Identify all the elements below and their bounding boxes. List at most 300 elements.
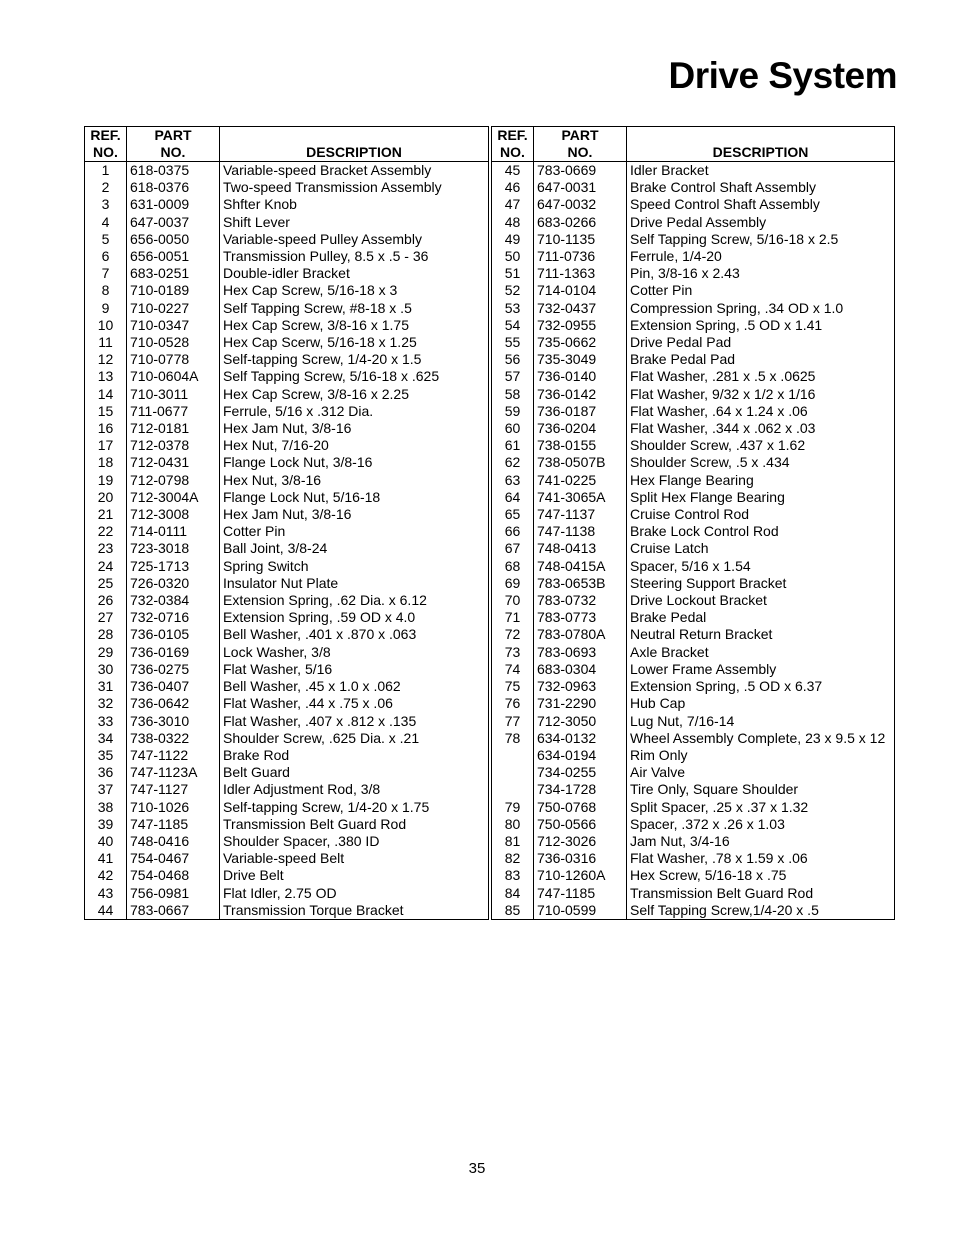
description-cell: Split Hex Flange Bearing xyxy=(627,489,895,506)
ref-no-cell: 37 xyxy=(85,781,127,798)
description-cell: Ferrule, 1/4-20 xyxy=(627,248,895,265)
ref-no-cell: 2 xyxy=(85,179,127,196)
description-cell: Extension Spring, .5 OD x 6.37 xyxy=(627,678,895,695)
ref-no-cell: 10 xyxy=(85,317,127,334)
table-row xyxy=(492,437,895,454)
ref-no-cell: 5 xyxy=(85,231,127,248)
description-cell: Hub Cap xyxy=(627,695,895,712)
ref-no-cell: 71 xyxy=(492,609,534,626)
ref-no-cell: 64 xyxy=(492,489,534,506)
table-row xyxy=(85,609,489,626)
table-row xyxy=(85,437,489,454)
table-row xyxy=(492,179,895,196)
part-no-cell: 711-0677 xyxy=(127,403,220,420)
part-no-cell: 783-0780A xyxy=(534,626,627,643)
description-cell: Flange Lock Nut, 5/16-18 xyxy=(220,489,489,506)
ref-no-cell: 40 xyxy=(85,833,127,850)
ref-no-cell: 79 xyxy=(492,799,534,816)
ref-no-cell: 43 xyxy=(85,885,127,902)
table-row xyxy=(492,386,895,403)
ref-no-cell: 63 xyxy=(492,472,534,489)
table-row xyxy=(85,713,489,730)
ref-no-cell: 1 xyxy=(85,162,127,180)
ref-no-cell: 73 xyxy=(492,644,534,661)
table-row xyxy=(492,196,895,213)
part-no-cell: 738-0322 xyxy=(127,730,220,747)
ref-no-cell: 78 xyxy=(492,730,534,747)
table-row xyxy=(85,265,489,282)
part-no-cell: 712-0798 xyxy=(127,472,220,489)
description-cell: Flat Washer, 9/32 x 1/2 x 1/16 xyxy=(627,386,895,403)
description-cell: Extension Spring, .5 OD x 1.41 xyxy=(627,317,895,334)
ref-no-cell: 70 xyxy=(492,592,534,609)
table-row xyxy=(85,540,489,557)
ref-no-cell: 58 xyxy=(492,386,534,403)
part-no-cell: 712-3008 xyxy=(127,506,220,523)
table-row xyxy=(492,867,895,884)
part-no-cell: 656-0050 xyxy=(127,231,220,248)
page-title: Drive System xyxy=(668,55,897,96)
table-row xyxy=(85,799,489,816)
ref-no-cell: 17 xyxy=(85,437,127,454)
description-cell: Flat Washer, .407 x .812 x .135 xyxy=(220,713,489,730)
part-no-cell: 710-1135 xyxy=(534,231,627,248)
part-no-cell: 656-0051 xyxy=(127,248,220,265)
ref-no-cell xyxy=(492,764,534,781)
description-header: DESCRIPTION xyxy=(220,127,489,162)
part-no-cell: 714-0104 xyxy=(534,282,627,299)
table-row xyxy=(492,833,895,850)
description-cell: Hex Nut, 3/8-16 xyxy=(220,472,489,489)
part-no-cell: 748-0415A xyxy=(534,558,627,575)
ref-no-cell: 11 xyxy=(85,334,127,351)
description-cell: Hex Cap Scerw, 5/16-18 x 1.25 xyxy=(220,334,489,351)
description-cell: Pin, 3/8-16 x 2.43 xyxy=(627,265,895,282)
table-row xyxy=(492,644,895,661)
ref-no-cell xyxy=(492,781,534,798)
description-cell: Air Valve xyxy=(627,764,895,781)
ref-no-cell: 29 xyxy=(85,644,127,661)
ref-no-cell: 65 xyxy=(492,506,534,523)
part-no-cell: 783-0693 xyxy=(534,644,627,661)
description-cell: Spacer, .372 x .26 x 1.03 xyxy=(627,816,895,833)
table-row xyxy=(85,850,489,867)
description-cell: Variable-speed Bracket Assembly xyxy=(220,162,489,180)
part-no-cell: 736-0187 xyxy=(534,403,627,420)
description-cell: Flat Washer, .78 x 1.59 x .06 xyxy=(627,850,895,867)
description-header: DESCRIPTION xyxy=(627,127,895,162)
ref-no-cell: 75 xyxy=(492,678,534,695)
description-cell: Transmission Torque Bracket xyxy=(220,902,489,920)
description-cell: Shoulder Screw, .625 Dia. x .21 xyxy=(220,730,489,747)
ref-no-cell: 16 xyxy=(85,420,127,437)
part-no-cell: 754-0468 xyxy=(127,867,220,884)
description-cell: Ball Joint, 3/8-24 xyxy=(220,540,489,557)
table-row xyxy=(492,523,895,540)
description-cell: Bell Washer, .401 x .870 x .063 xyxy=(220,626,489,643)
table-row xyxy=(85,317,489,334)
table-row xyxy=(492,781,895,798)
ref-no-cell: 38 xyxy=(85,799,127,816)
ref-no-cell: 48 xyxy=(492,214,534,231)
parts-table-left xyxy=(84,126,489,920)
description-cell: Cotter Pin xyxy=(220,523,489,540)
table-row xyxy=(492,575,895,592)
table-row xyxy=(85,644,489,661)
table-row xyxy=(492,816,895,833)
table-row xyxy=(492,626,895,643)
part-no-cell: 783-0732 xyxy=(534,592,627,609)
description-cell: Axle Bracket xyxy=(627,644,895,661)
part-no-cell: 712-3026 xyxy=(534,833,627,850)
table-row xyxy=(85,867,489,884)
table-row xyxy=(492,162,895,180)
table-row xyxy=(85,282,489,299)
ref-no-cell: 72 xyxy=(492,626,534,643)
table-row xyxy=(85,575,489,592)
part-no-cell: 735-0662 xyxy=(534,334,627,351)
parts-table-right xyxy=(491,126,895,920)
description-cell: Cotter Pin xyxy=(627,282,895,299)
ref-no-cell: 50 xyxy=(492,248,534,265)
description-cell: Extension Spring, .59 OD x 4.0 xyxy=(220,609,489,626)
table-row xyxy=(492,885,895,902)
table-row xyxy=(85,626,489,643)
description-cell: Flat Washer, .344 x .062 x .03 xyxy=(627,420,895,437)
part-no-cell: 734-0255 xyxy=(534,764,627,781)
ref-no-cell: 32 xyxy=(85,695,127,712)
description-cell: Shoulder Screw, .5 x .434 xyxy=(627,454,895,471)
table-row xyxy=(492,454,895,471)
table-row xyxy=(492,265,895,282)
description-cell: Two-speed Transmission Assembly xyxy=(220,179,489,196)
description-cell: Self Tapping Screw, 5/16-18 x 2.5 xyxy=(627,231,895,248)
part-no-cell: 731-2290 xyxy=(534,695,627,712)
description-cell: Lug Nut, 7/16-14 xyxy=(627,713,895,730)
part-no-cell: 750-0566 xyxy=(534,816,627,833)
part-no-cell: 783-0667 xyxy=(127,902,220,920)
table-row xyxy=(492,695,895,712)
part-no-cell: 618-0376 xyxy=(127,179,220,196)
part-no-header: PART NO. xyxy=(534,127,627,162)
ref-no-cell: 62 xyxy=(492,454,534,471)
description-cell: Brake Lock Control Rod xyxy=(627,523,895,540)
ref-no-cell: 22 xyxy=(85,523,127,540)
table-row xyxy=(85,386,489,403)
part-no-cell: 736-0316 xyxy=(534,850,627,867)
table-row xyxy=(85,885,489,902)
description-cell: Lower Frame Assembly xyxy=(627,661,895,678)
description-cell: Flat Washer, 5/16 xyxy=(220,661,489,678)
ref-no-cell: 19 xyxy=(85,472,127,489)
description-cell: Drive Pedal Pad xyxy=(627,334,895,351)
ref-no-cell: 14 xyxy=(85,386,127,403)
ref-no-cell: 81 xyxy=(492,833,534,850)
description-cell: Self-tapping Screw, 1/4-20 x 1.5 xyxy=(220,351,489,368)
part-no-cell: 726-0320 xyxy=(127,575,220,592)
table-row xyxy=(85,816,489,833)
ref-no-cell: 52 xyxy=(492,282,534,299)
part-no-cell: 748-0416 xyxy=(127,833,220,850)
description-cell: Hex Screw, 5/16-18 x .75 xyxy=(627,867,895,884)
ref-no-cell: 36 xyxy=(85,764,127,781)
part-no-cell: 747-1185 xyxy=(534,885,627,902)
ref-no-header: REF. NO. xyxy=(85,127,127,162)
description-cell: Brake Rod xyxy=(220,747,489,764)
part-no-cell: 736-0169 xyxy=(127,644,220,661)
part-no-cell: 647-0031 xyxy=(534,179,627,196)
part-no-cell: 732-0963 xyxy=(534,678,627,695)
part-no-cell: 741-3065A xyxy=(534,489,627,506)
table-row xyxy=(492,231,895,248)
description-cell: Compression Spring, .34 OD x 1.0 xyxy=(627,300,895,317)
part-no-cell: 712-0378 xyxy=(127,437,220,454)
part-no-cell: 710-0189 xyxy=(127,282,220,299)
ref-no-cell: 24 xyxy=(85,558,127,575)
part-no-cell: 710-1260A xyxy=(534,867,627,884)
table-row xyxy=(492,678,895,695)
description-cell: Idler Bracket xyxy=(627,162,895,180)
description-cell: Shift Lever xyxy=(220,214,489,231)
table-row xyxy=(85,558,489,575)
part-no-cell: 634-0132 xyxy=(534,730,627,747)
table-row xyxy=(85,592,489,609)
part-no-cell: 754-0467 xyxy=(127,850,220,867)
description-cell: Split Spacer, .25 x .37 x 1.32 xyxy=(627,799,895,816)
description-cell: Drive Lockout Bracket xyxy=(627,592,895,609)
part-no-cell: 683-0251 xyxy=(127,265,220,282)
table-row xyxy=(85,730,489,747)
part-no-cell: 631-0009 xyxy=(127,196,220,213)
description-cell: Cruise Control Rod xyxy=(627,506,895,523)
description-cell: Transmission Belt Guard Rod xyxy=(220,816,489,833)
description-cell: Flange Lock Nut, 3/8-16 xyxy=(220,454,489,471)
table-row xyxy=(85,489,489,506)
ref-no-cell: 55 xyxy=(492,334,534,351)
description-cell: Drive Belt xyxy=(220,867,489,884)
table-row xyxy=(85,781,489,798)
part-no-cell: 783-0773 xyxy=(534,609,627,626)
part-no-header: PART NO. xyxy=(127,127,220,162)
ref-no-cell: 84 xyxy=(492,885,534,902)
part-no-cell: 736-0642 xyxy=(127,695,220,712)
table-row xyxy=(492,334,895,351)
table-row xyxy=(492,540,895,557)
description-cell: Ferrule, 5/16 x .312 Dia. xyxy=(220,403,489,420)
part-no-cell: 747-1122 xyxy=(127,747,220,764)
part-no-cell: 710-0604A xyxy=(127,368,220,385)
table-row xyxy=(85,248,489,265)
description-cell: Transmission Belt Guard Rod xyxy=(627,885,895,902)
ref-no-cell: 26 xyxy=(85,592,127,609)
part-no-cell: 710-3011 xyxy=(127,386,220,403)
ref-no-cell: 27 xyxy=(85,609,127,626)
ref-no-cell: 30 xyxy=(85,661,127,678)
ref-no-cell xyxy=(492,747,534,764)
part-no-cell: 747-1137 xyxy=(534,506,627,523)
ref-no-cell: 9 xyxy=(85,300,127,317)
ref-no-cell: 39 xyxy=(85,816,127,833)
description-cell: Hex Flange Bearing xyxy=(627,472,895,489)
part-no-cell: 647-0037 xyxy=(127,214,220,231)
ref-no-cell: 13 xyxy=(85,368,127,385)
ref-no-cell: 56 xyxy=(492,351,534,368)
table-row xyxy=(492,850,895,867)
ref-no-cell: 20 xyxy=(85,489,127,506)
description-cell: Flat Washer, .64 x 1.24 x .06 xyxy=(627,403,895,420)
table-row xyxy=(492,902,895,920)
part-no-cell: 783-0669 xyxy=(534,162,627,180)
ref-no-cell: 4 xyxy=(85,214,127,231)
table-row xyxy=(492,764,895,781)
ref-no-cell: 31 xyxy=(85,678,127,695)
part-no-cell: 736-3010 xyxy=(127,713,220,730)
table-row xyxy=(492,558,895,575)
part-no-cell: 783-0653B xyxy=(534,575,627,592)
table-header-row xyxy=(85,127,489,162)
table-row xyxy=(492,592,895,609)
description-cell: Brake Control Shaft Assembly xyxy=(627,179,895,196)
part-no-cell: 710-1026 xyxy=(127,799,220,816)
table-row xyxy=(85,162,489,180)
table-row xyxy=(85,661,489,678)
description-cell: Spacer, 5/16 x 1.54 xyxy=(627,558,895,575)
part-no-cell: 736-0142 xyxy=(534,386,627,403)
part-no-cell: 732-0955 xyxy=(534,317,627,334)
description-cell: Self Tapping Screw, #8-18 x .5 xyxy=(220,300,489,317)
ref-no-cell: 12 xyxy=(85,351,127,368)
part-no-cell: 734-1728 xyxy=(534,781,627,798)
table-row xyxy=(492,506,895,523)
table-row xyxy=(492,472,895,489)
table-row xyxy=(85,523,489,540)
ref-no-cell: 49 xyxy=(492,231,534,248)
part-no-cell: 747-1185 xyxy=(127,816,220,833)
description-cell: Belt Guard xyxy=(220,764,489,781)
description-cell: Brake Pedal Pad xyxy=(627,351,895,368)
table-row xyxy=(85,506,489,523)
description-cell: Insulator Nut Plate xyxy=(220,575,489,592)
table-row xyxy=(492,489,895,506)
ref-no-header: REF. NO. xyxy=(492,127,534,162)
ref-no-cell: 42 xyxy=(85,867,127,884)
table-row xyxy=(492,403,895,420)
part-no-cell: 736-0407 xyxy=(127,678,220,695)
table-row xyxy=(85,179,489,196)
ref-no-cell: 46 xyxy=(492,179,534,196)
ref-no-cell: 77 xyxy=(492,713,534,730)
part-no-cell: 732-0384 xyxy=(127,592,220,609)
ref-no-cell: 35 xyxy=(85,747,127,764)
table-row xyxy=(85,764,489,781)
ref-no-cell: 33 xyxy=(85,713,127,730)
ref-no-cell: 85 xyxy=(492,902,534,920)
table-row xyxy=(492,609,895,626)
table-row xyxy=(492,747,895,764)
description-cell: Self-tapping Screw, 1/4-20 x 1.75 xyxy=(220,799,489,816)
table-row xyxy=(492,248,895,265)
ref-no-cell: 47 xyxy=(492,196,534,213)
table-row xyxy=(85,454,489,471)
description-cell: Jam Nut, 3/4-16 xyxy=(627,833,895,850)
ref-no-cell: 67 xyxy=(492,540,534,557)
ref-no-cell: 23 xyxy=(85,540,127,557)
part-no-cell: 712-0181 xyxy=(127,420,220,437)
description-cell: Steering Support Bracket xyxy=(627,575,895,592)
table-row xyxy=(85,334,489,351)
description-cell: Shoulder Screw, .437 x 1.62 xyxy=(627,437,895,454)
description-cell: Self Tapping Screw, 5/16-18 x .625 xyxy=(220,368,489,385)
part-no-cell: 712-3050 xyxy=(534,713,627,730)
ref-no-cell: 61 xyxy=(492,437,534,454)
table-row xyxy=(85,231,489,248)
part-no-cell: 634-0194 xyxy=(534,747,627,764)
description-cell: Drive Pedal Assembly xyxy=(627,214,895,231)
ref-no-cell: 83 xyxy=(492,867,534,884)
description-cell: Bell Washer, .45 x 1.0 x .062 xyxy=(220,678,489,695)
part-no-cell: 738-0507B xyxy=(534,454,627,471)
ref-no-cell: 34 xyxy=(85,730,127,747)
ref-no-cell: 74 xyxy=(492,661,534,678)
description-cell: Neutral Return Bracket xyxy=(627,626,895,643)
table-row xyxy=(492,730,895,747)
part-no-cell: 711-0736 xyxy=(534,248,627,265)
part-no-cell: 736-0140 xyxy=(534,368,627,385)
part-no-cell: 710-0528 xyxy=(127,334,220,351)
table-row xyxy=(85,833,489,850)
description-cell: Tire Only, Square Shoulder xyxy=(627,781,895,798)
table-row xyxy=(85,747,489,764)
description-cell: Speed Control Shaft Assembly xyxy=(627,196,895,213)
part-no-cell: 710-0347 xyxy=(127,317,220,334)
description-cell: Transmission Pulley, 8.5 x .5 - 36 xyxy=(220,248,489,265)
ref-no-cell: 54 xyxy=(492,317,534,334)
part-no-cell: 618-0375 xyxy=(127,162,220,180)
description-cell: Flat Washer, .44 x .75 x .06 xyxy=(220,695,489,712)
part-no-cell: 747-1123A xyxy=(127,764,220,781)
part-no-cell: 741-0225 xyxy=(534,472,627,489)
part-no-cell: 683-0266 xyxy=(534,214,627,231)
part-no-cell: 714-0111 xyxy=(127,523,220,540)
table-row xyxy=(492,661,895,678)
ref-no-cell: 66 xyxy=(492,523,534,540)
part-no-cell: 732-0716 xyxy=(127,609,220,626)
description-cell: Rim Only xyxy=(627,747,895,764)
ref-no-cell: 3 xyxy=(85,196,127,213)
table-row xyxy=(85,368,489,385)
description-cell: Wheel Assembly Complete, 23 x 9.5 x 12 xyxy=(627,730,895,747)
table-row xyxy=(492,799,895,816)
part-no-cell: 725-1713 xyxy=(127,558,220,575)
ref-no-cell: 69 xyxy=(492,575,534,592)
page-number: 35 xyxy=(468,1160,486,1177)
ref-no-cell: 82 xyxy=(492,850,534,867)
part-no-cell: 747-1127 xyxy=(127,781,220,798)
table-row xyxy=(492,214,895,231)
ref-no-cell: 28 xyxy=(85,626,127,643)
description-cell: Variable-speed Pulley Assembly xyxy=(220,231,489,248)
description-cell: Hex Nut, 7/16-20 xyxy=(220,437,489,454)
part-no-cell: 683-0304 xyxy=(534,661,627,678)
part-no-cell: 735-3049 xyxy=(534,351,627,368)
part-no-cell: 712-0431 xyxy=(127,454,220,471)
table-row xyxy=(85,472,489,489)
table-row xyxy=(492,713,895,730)
description-cell: Extension Spring, .62 Dia. x 6.12 xyxy=(220,592,489,609)
ref-no-cell: 76 xyxy=(492,695,534,712)
ref-no-cell: 59 xyxy=(492,403,534,420)
part-no-cell: 736-0275 xyxy=(127,661,220,678)
